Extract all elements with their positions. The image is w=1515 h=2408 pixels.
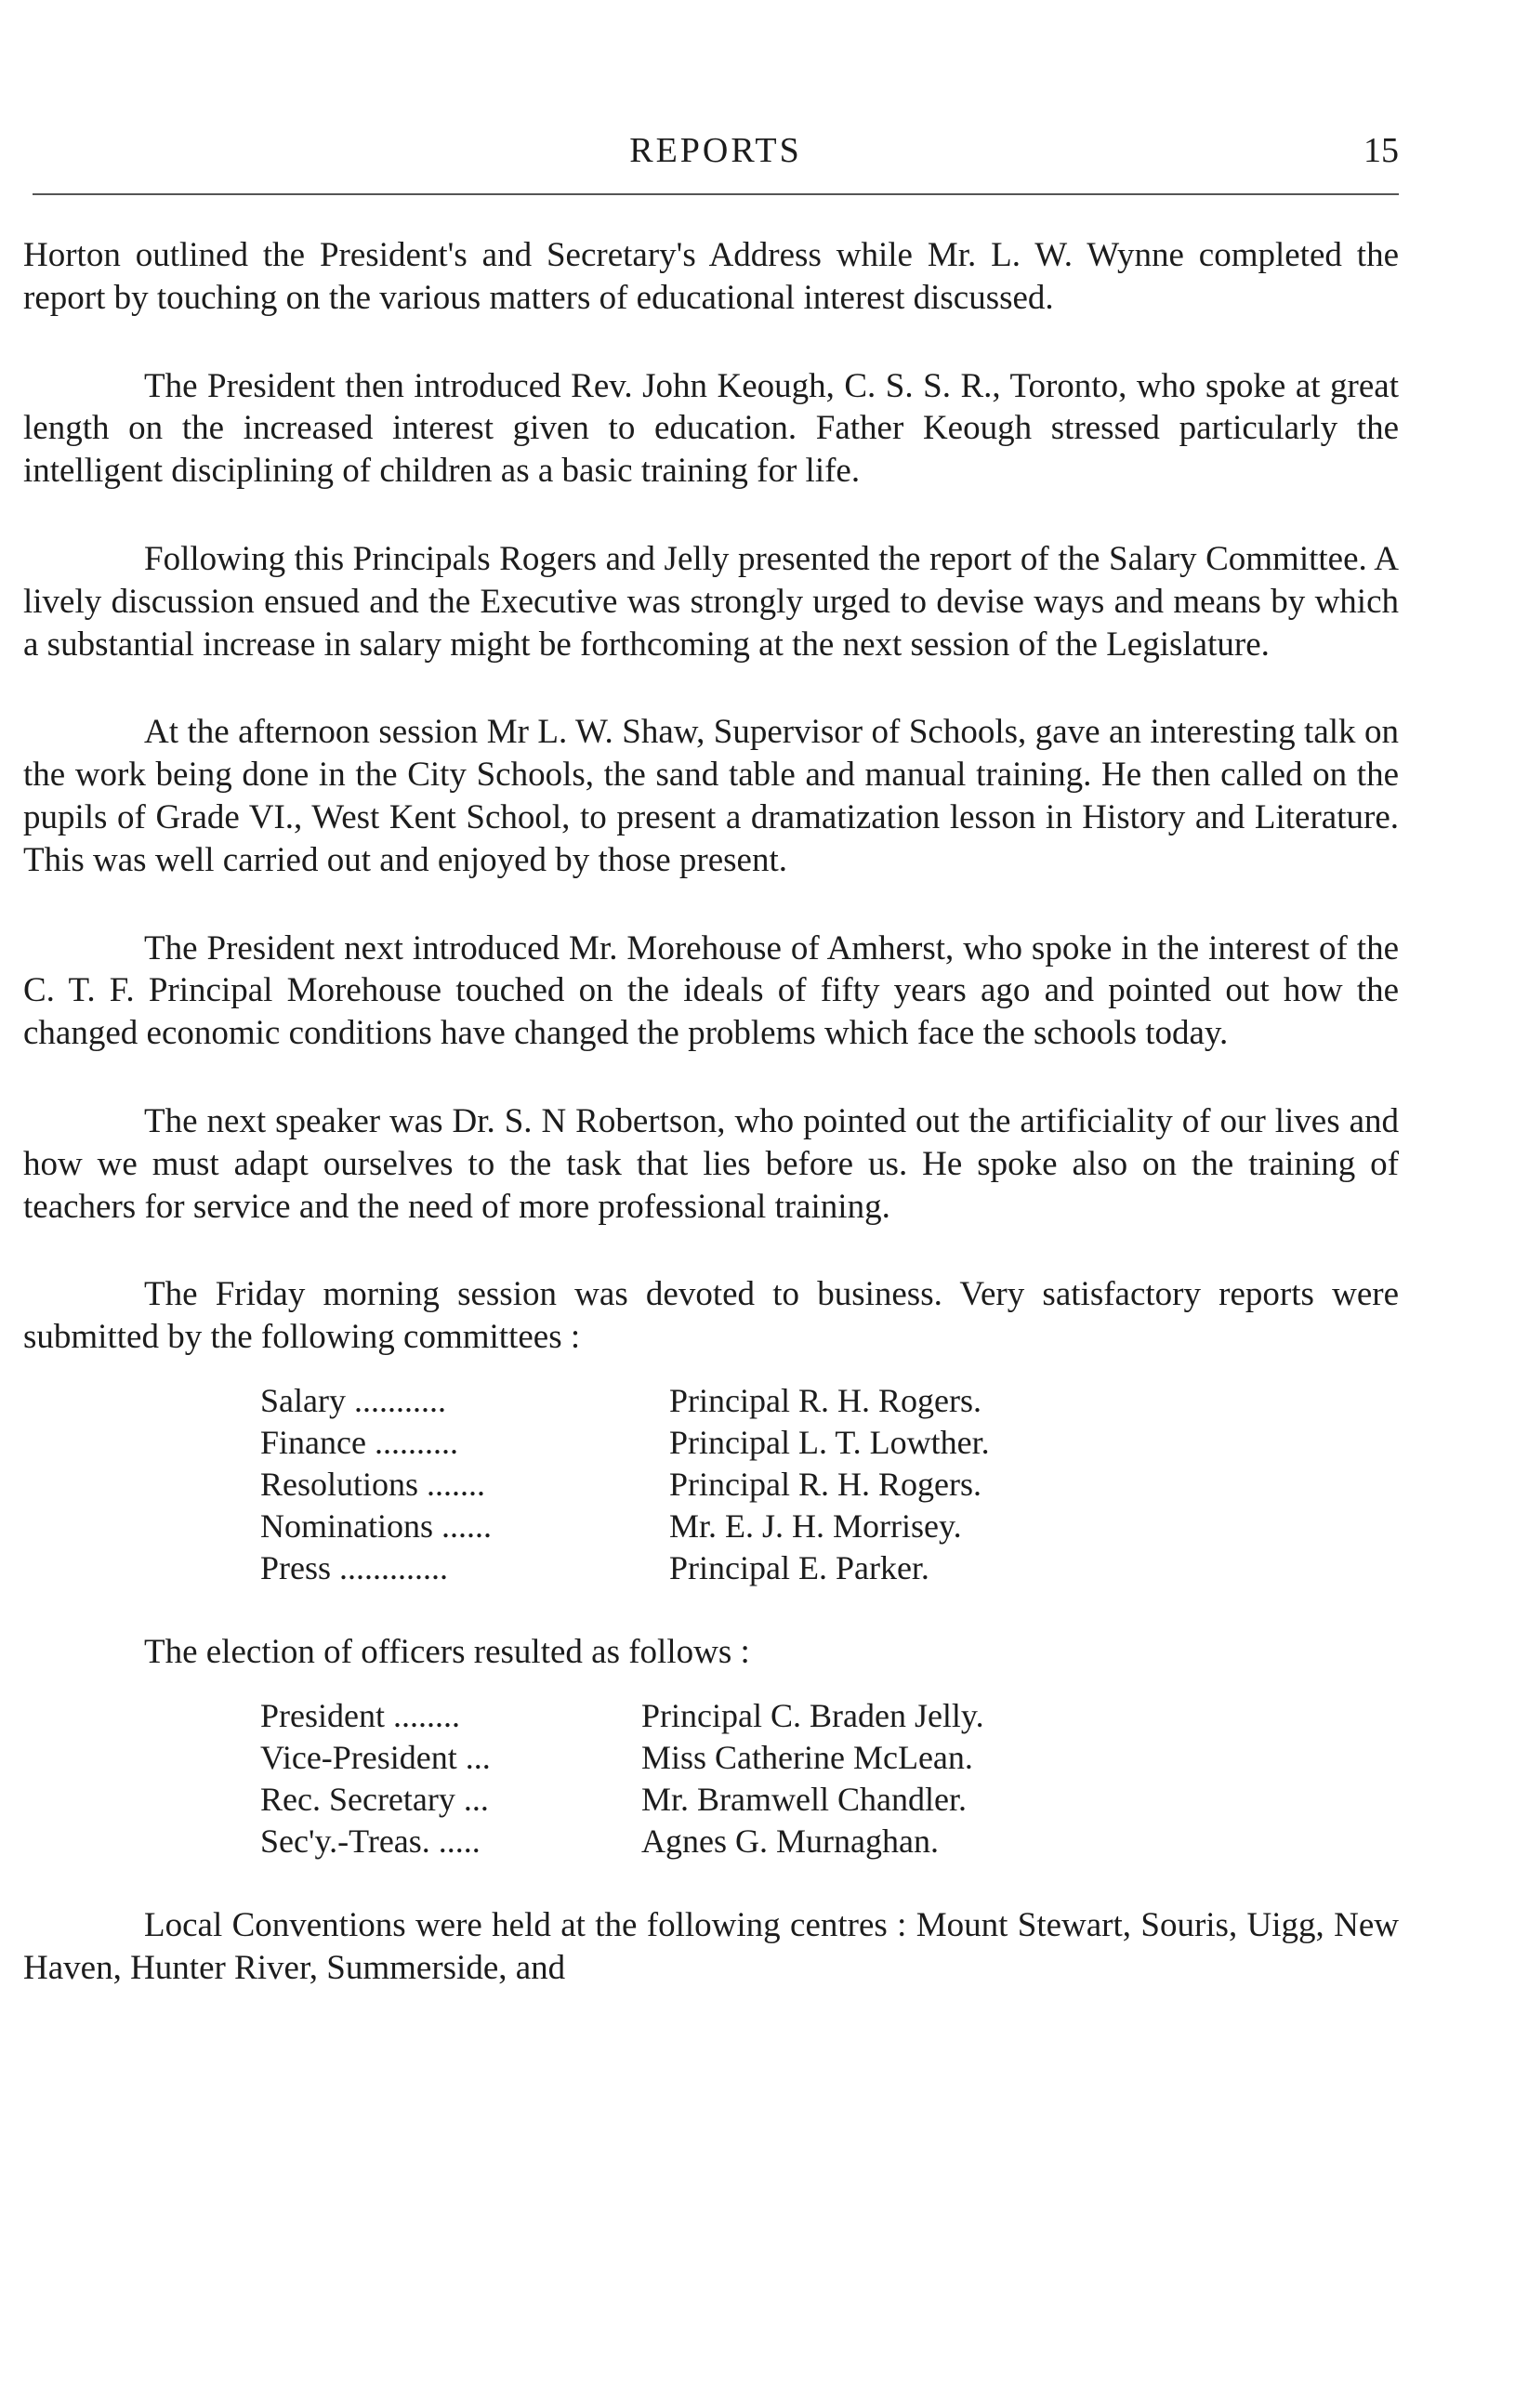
officer-list bbox=[260, 1695, 1399, 1862]
officer-row bbox=[260, 1737, 1399, 1779]
committee-row bbox=[260, 1464, 1399, 1506]
body-text bbox=[23, 234, 1399, 2034]
committee-row bbox=[260, 1506, 1399, 1547]
header-rule bbox=[33, 193, 1399, 195]
officer-office: Rec. Secretary ... bbox=[260, 1780, 489, 1818]
committee-row bbox=[260, 1547, 1399, 1589]
committee-name: Press ............. bbox=[260, 1548, 449, 1586]
page-header bbox=[33, 130, 1399, 186]
committee-chair: Principal R. H. Rogers. bbox=[669, 1465, 981, 1503]
election-intro: The election of officers resulted as follows : bbox=[144, 1632, 750, 1671]
committee-name: Resolutions ....... bbox=[260, 1465, 486, 1503]
paragraph: The next speaker was Dr. S. N Robertson, who pointed out the artificiality of our lives and how we must adapt ourselves to the task that lies before us. He spoke also on the training of teachers for service and the need of more professional training. bbox=[23, 1101, 1399, 1226]
committee-chair: Principal L. T. Lowther. bbox=[669, 1423, 990, 1461]
officer-office: Sec'y.-Treas. ..... bbox=[260, 1822, 481, 1860]
running-title: REPORTS bbox=[629, 131, 802, 170]
officer-name: Miss Catherine McLean. bbox=[641, 1738, 973, 1776]
officer-row bbox=[260, 1821, 1399, 1862]
page-number: 15 bbox=[1364, 131, 1399, 170]
officer-office: Vice-President ... bbox=[260, 1738, 491, 1776]
committee-list bbox=[260, 1380, 1399, 1589]
committee-name: Nominations ...... bbox=[260, 1507, 492, 1545]
officer-row bbox=[260, 1779, 1399, 1821]
officer-name: Agnes G. Murnaghan. bbox=[641, 1822, 939, 1860]
paragraph: The President then introduced Rev. John Keough, C. S. S. R., Toronto, who spoke at great length on the increased interest given to education. Father Keough stressed particularly the intelligent disciplining of children as a basic training for life. bbox=[23, 366, 1399, 491]
committee-row bbox=[260, 1422, 1399, 1464]
paragraph: Following this Principals Rogers and Jelly presented the report of the Salary Committee. A lively discussion ensued and the Executive was strongly urged to devise ways and means by which a substantial increase in salary might be forthcoming at the next session of the Legislature. bbox=[23, 539, 1399, 664]
committee-name: Salary ........... bbox=[260, 1381, 446, 1419]
committee-name: Finance .......... bbox=[260, 1423, 458, 1461]
paragraph: Horton outlined the President's and Secretary's Address while Mr. L. W. Wynne completed the report by touching on the various matters of educational interest discussed. bbox=[23, 236, 1399, 317]
officer-row bbox=[260, 1695, 1399, 1737]
committee-chair: Principal R. H. Rogers. bbox=[669, 1381, 981, 1419]
committee-chair: Mr. E. J. H. Morrisey. bbox=[669, 1507, 962, 1545]
officer-name: Mr. Bramwell Chandler. bbox=[641, 1780, 967, 1818]
committee-row bbox=[260, 1380, 1399, 1422]
paragraph: The President next introduced Mr. Morehouse of Amherst, who spoke in the interest of the C. T. F. Principal Morehouse touched on the ideals of fifty years ago and pointed out how the changed economic conditions have changed the problems which face the schools today. bbox=[23, 928, 1399, 1053]
paragraph: The Friday morning session was devoted to business. Very satisfactory reports were submitted by the following committees : bbox=[23, 1275, 1399, 1357]
officer-name: Principal C. Braden Jelly. bbox=[641, 1696, 984, 1734]
closing-paragraph: Local Conventions were held at the following centres : Mount Stewart, Souris, Uigg, New Haven, Hunter River, Summerside, and bbox=[23, 1905, 1399, 1987]
committee-chair: Principal E. Parker. bbox=[669, 1548, 929, 1586]
officer-office: President ........ bbox=[260, 1696, 460, 1734]
paragraph: At the afternoon session Mr L. W. Shaw, Supervisor of Schools, gave an interesting talk on the work being done in the City Schools, the sand table and manual training. He then called on the pupils of Grade VI., West Kent School, to present a dramatization lesson in History and Literature. This was well carried out and enjoyed by those present. bbox=[23, 713, 1399, 879]
